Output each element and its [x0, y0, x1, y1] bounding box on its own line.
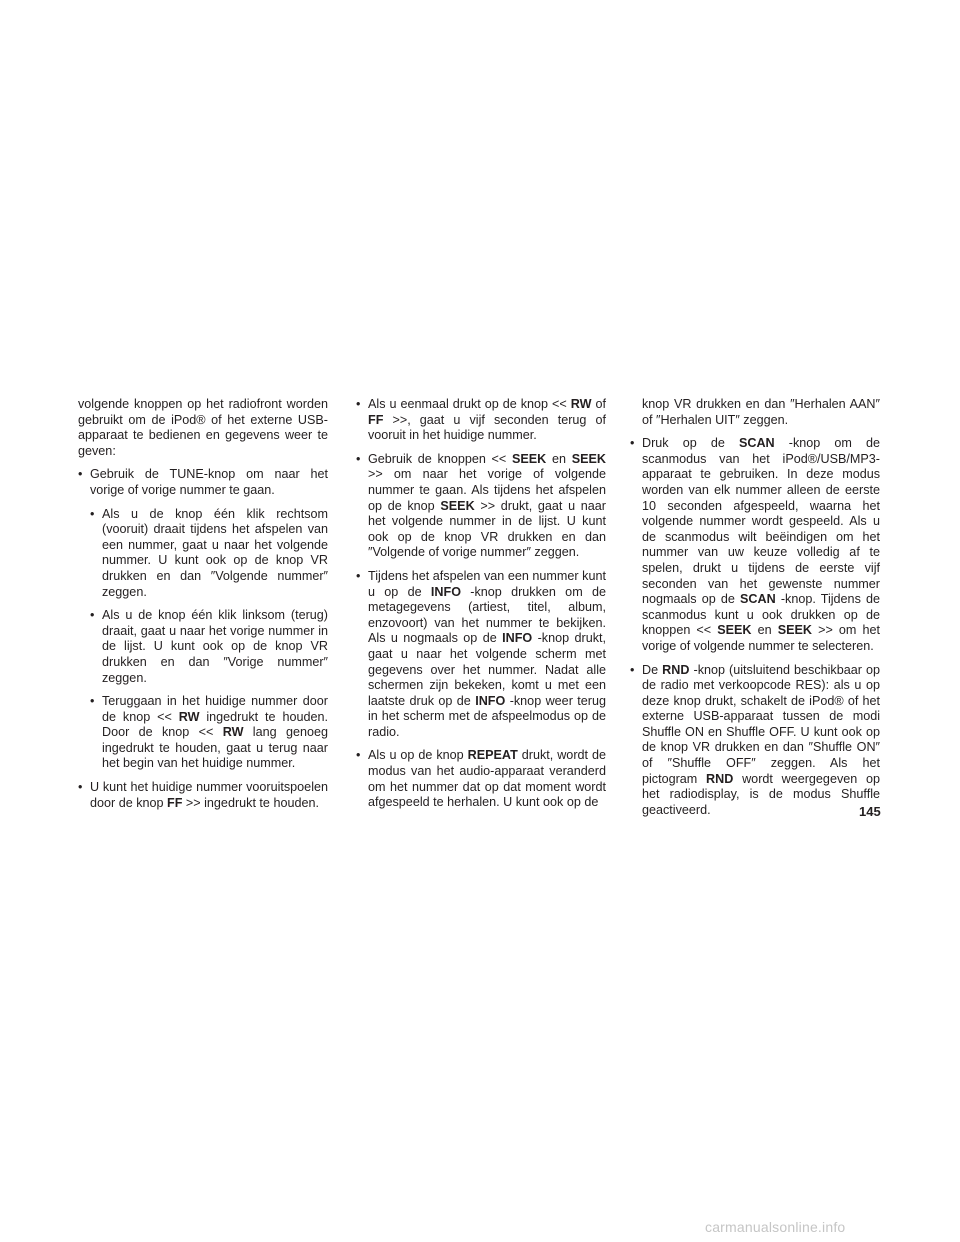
bullet-item	[630, 663, 880, 819]
button-term: SEEK	[571, 451, 606, 466]
text-run: en	[546, 451, 572, 466]
text-run: -knop. Tijdens de scanmodus kunt u ook drukken op de knoppen <<	[642, 592, 880, 638]
text-run: -knop drukken om de metagegevens (artiest, titel, album, enzovoort) van het nummer te bekijken. Als u nogmaals op de	[368, 584, 606, 646]
button-term: SEEK	[717, 623, 752, 638]
text-run: Gebruik de knoppen <<	[368, 451, 512, 466]
page-number: 145	[859, 804, 881, 819]
text-column-2	[356, 397, 606, 819]
button-term: SCAN	[738, 436, 775, 451]
bullet-item	[630, 436, 880, 654]
button-term: SEEK	[511, 451, 547, 466]
text-run: >>, gaat u vijf seconden terug of vooruit in het huidige nummer.	[368, 412, 606, 443]
sub-bullet-item	[90, 507, 328, 601]
bullet-text	[368, 397, 606, 442]
text-run: -knop drukt, gaat u naar het volgende scherm met gegevens over het nummer. Nadat alle schermen zijn bekeken, komt u met een laatste druk op de	[368, 631, 606, 708]
text-run: >> drukt, gaat u naar het volgende nummer in de lijst. U kunt ook op de knop VR drukken en dan ″Volgende of vorige nummer″ zeggen.	[368, 498, 607, 560]
button-term: RW	[222, 725, 244, 740]
bullet-marker: •	[356, 397, 361, 411]
bullet-item	[78, 467, 328, 498]
continued-text: knop VR drukken en dan ″Herhalen AAN″ of ″Herhalen UIT″ zeggen.	[642, 397, 880, 427]
text-run: Als u eenmaal drukt op de knop <<	[368, 397, 571, 411]
button-term: RW	[178, 709, 200, 724]
bullet-item	[356, 397, 606, 444]
text-run: ingedrukt te houden. Door de knop <<	[102, 709, 328, 740]
text-run: wordt weergegeven op het radiodisplay, is de modus Shuffle geactiveerd.	[642, 771, 881, 817]
text-run: >> om naar het vorige of volgende nummer te gaan. Als tijdens het afspelen op de knop	[368, 467, 606, 513]
text-run: Teruggaan in het huidige nummer door de knop <<	[102, 694, 328, 724]
sub-bullet-item	[90, 694, 328, 772]
button-term: RND	[706, 771, 734, 786]
bullet-item	[356, 748, 606, 810]
button-term: SEEK	[440, 498, 475, 513]
text-run: U kunt het huidige nummer vooruitspoelen door de knop	[90, 780, 328, 810]
intro-paragraph: volgende knoppen op het radiofront worden gebruikt om de iPod® of het externe USB-apparaat te bedienen en gegevens weer te geven:	[78, 397, 328, 458]
text-run: -knop (uitsluitend beschikbaar op de radio met verkoopcode RES): als u op deze knop drukt, schakelt de iPod® of het externe USB-apparaat tussen de modi Shuffle ON en Shuffle OFF. U kunt ook op de knop VR drukken en dan ″Shuffle ON″ of ″Shuffle OFF″ zeggen. Als het pictogram	[642, 662, 880, 786]
button-term: RND	[662, 662, 690, 677]
bullet-text: Als u de knop één klik rechtsom (vooruit) draait tijdens het afspelen van een nummer, gaat u naar het volgende nummer. U kunt ook op de knop VR drukken en dan ″Volgende nummer″ zeggen.	[102, 506, 328, 599]
bullet-marker: •	[78, 467, 83, 482]
text-run: Als u op de knop	[368, 748, 468, 763]
text-run: Tijdens het afspelen van een nummer kunt u op de	[368, 568, 606, 599]
text-run: >> ingedrukt te houden.	[182, 795, 319, 810]
bullet-marker: •	[630, 436, 635, 451]
bullet-text	[368, 569, 606, 739]
text-run: drukt, wordt de modus van het audio-apparaat veranderd om het nummer dat op dat moment wordt afgespeeld te herhalen. U kunt ook op de	[368, 748, 606, 810]
button-term: REPEAT	[467, 748, 518, 763]
sub-bullet-item	[90, 608, 328, 686]
bullet-item	[78, 780, 328, 811]
bullet-marker: •	[78, 780, 83, 795]
bullet-text	[102, 694, 328, 770]
bullet-text: Als u de knop één klik linksom (terug) draait, gaat u naar het vorige nummer in de lijst. U kunt ook op de knop VR drukken en dan ″Vorige nummer″ zeggen.	[102, 608, 328, 685]
bullet-marker: •	[356, 748, 361, 763]
text-run: of	[591, 397, 606, 411]
watermark-text: carmanualsonline.info	[705, 1219, 846, 1235]
bullet-text	[90, 780, 328, 810]
bullet-item	[356, 569, 606, 741]
text-run: en	[751, 623, 778, 638]
button-term: INFO	[502, 631, 533, 646]
button-term: SCAN	[740, 592, 776, 607]
text-column-3	[630, 397, 880, 826]
button-term: RW	[570, 397, 592, 411]
bullet-text	[368, 748, 606, 809]
text-run: De	[642, 662, 663, 677]
text-run: >> om het vorige of volgende nummer te selecteren.	[642, 623, 880, 653]
bullet-text	[368, 452, 606, 560]
button-term: FF	[167, 795, 183, 810]
text-run: Druk op de	[642, 436, 739, 451]
button-term: INFO	[430, 584, 461, 599]
text-run: -knop weer terug in het scherm met de afspeelmodus op de radio.	[368, 693, 606, 739]
text-run: -knop om de scanmodus van het iPod®/USB/MP3-apparaat te gebruiken. In deze modus worden van elk nummer alleen de eerste 10 seconden afgespeeld, waarna het volgende nummer wordt gespeeld. Als u de scanmodus wilt beëindigen om het nummer van uw keuze volledig af te spelen, drukt u tijdens de eerste vijf seconden van het gewenste nummer nogmaals op de	[642, 436, 880, 607]
bullet-marker: •	[90, 694, 95, 709]
bullet-marker: •	[630, 662, 635, 677]
text-run: lang genoeg ingedrukt te houden, gaat u terug naar het begin van het huidige nummer.	[102, 725, 328, 771]
bullet-text	[642, 436, 880, 653]
button-term: SEEK	[777, 623, 813, 638]
bullet-text: Gebruik de TUNE-knop om naar het vorige of vorige nummer te gaan.	[90, 467, 328, 497]
bullet-marker: •	[90, 506, 95, 521]
button-term: FF	[368, 412, 384, 427]
text-column-1	[78, 397, 328, 819]
bullet-marker: •	[356, 451, 361, 466]
bullet-item	[356, 452, 606, 561]
bullet-marker: •	[90, 608, 95, 623]
bullet-text	[642, 663, 880, 817]
bullet-marker: •	[356, 568, 361, 583]
button-term: INFO	[475, 693, 506, 708]
